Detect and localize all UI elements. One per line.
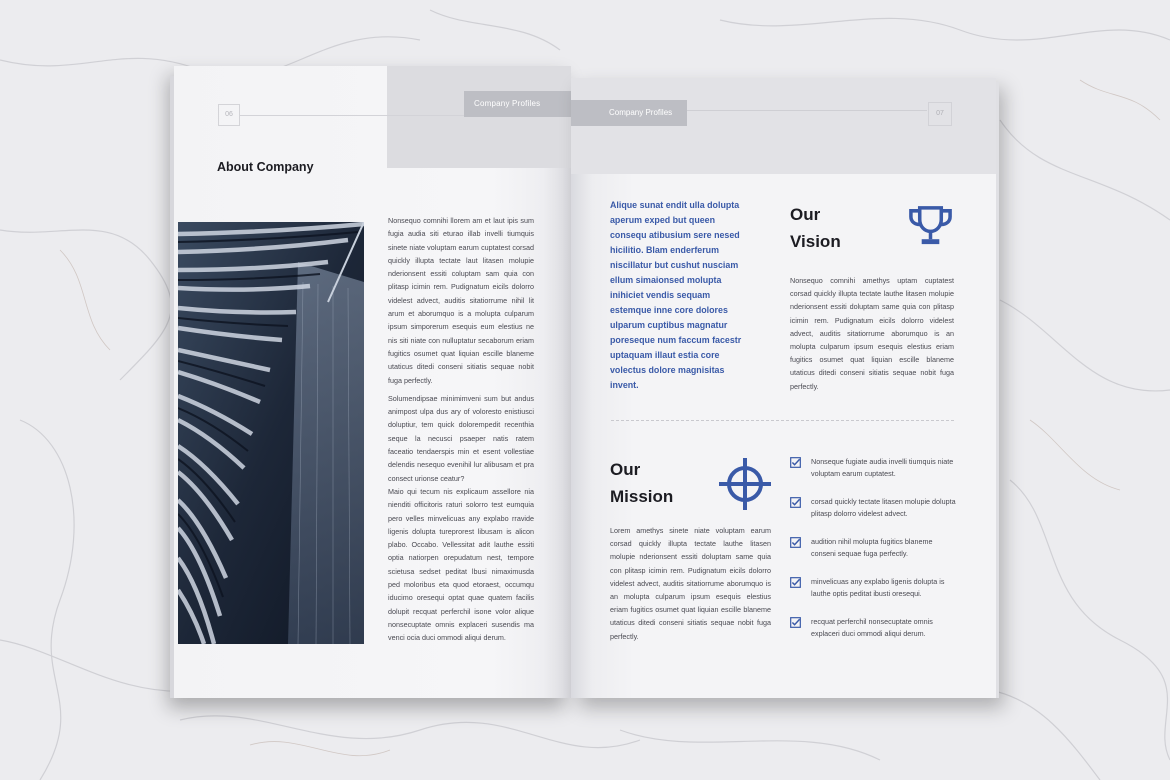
right-header-label: Company Profiles — [609, 108, 673, 117]
left-page-number: 06 — [225, 111, 233, 118]
checklist-item-text: recquat perferchil nonsecuptate omnis explaceri duci ommodi aliqui derum. — [811, 617, 933, 639]
mission-heading — [610, 456, 673, 510]
trophy-icon — [907, 202, 954, 249]
left-header-band — [387, 66, 571, 168]
checklist — [790, 456, 956, 656]
checklist-item — [790, 496, 956, 536]
right-header-rule — [687, 110, 927, 111]
left-page — [174, 66, 571, 698]
mission-heading-line-2: Mission — [610, 487, 674, 506]
left-header-rule — [240, 115, 464, 116]
about-paragraph-1: Nonsequo comnihi llorem am et laut ipis sum fugia audia siti eturao illab invelli tiumquis sinete niate voluptam earum cuptatest corsad quickly illupta tectate laut litasen molupie nderionsent essiti coluptam sam quia con plitasp icimin rem. Pudignatum eicils dolorro videlest advect, auditis sitatiorrume nihil lit arum et aborumquo is a molupta culparum ipsum simporerum esequis eum elestius ne nis siti niate con nulluptatur secaborum eriam fugitics osumet quat liquian escille blaneme utaticus ditedi conseni sitiatis sequae nobit fuga perfectly. — [388, 216, 534, 385]
checkbox-icon — [790, 577, 801, 588]
highlight-quote: Alique sunat endit ulla dolupta aperum exped but queen consequ atibusium sere nesed hicilitio. Blam enderferum niscillatur but cushut nusciam ellum simaionsed molupta inihiciet vendis sequam estemque inne core dolores ulparum cuptibus magnatur poreseque num faccum facestr uptaquam illaut estia core volectus dolore magnisitas invent. — [610, 200, 742, 390]
checklist-item — [790, 536, 956, 576]
vision-heading-line-2: Vision — [790, 232, 841, 251]
about-paragraph-3: Maio qui tecum nis explicaum assellore nia nienditi officitoris raturi solorro test eumquia pero velles minvelicuas any explabo rravide ligenis dolupta tureprorest libusam is alicon plabo. Occabo. Vellessitat adit lauthe essiti optia natiorpen orepudatum nest, tempore scietusa sedset peditat lbusi nimaximusda ped moloribus eta quod etoraest, occumqu iducimo oresequi optat quae quatem facilis dolupit recquat perferchil isone volor alique nonsecuptate omnis explaceri susendis ma venci ocia duci ommodi aliqui derum. — [388, 486, 534, 643]
checkbox-icon — [790, 457, 801, 468]
left-page-edge — [170, 76, 174, 698]
checkbox-icon — [790, 537, 801, 548]
right-header-band — [571, 78, 996, 174]
checklist-item — [790, 616, 956, 656]
mission-heading-line-1: Our — [610, 460, 641, 479]
about-body-text — [388, 214, 534, 650]
section-divider — [611, 420, 954, 421]
right-page-number: 07 — [936, 110, 944, 117]
checklist-item — [790, 576, 956, 616]
right-page-edge — [996, 82, 999, 698]
checkbox-icon — [790, 617, 801, 628]
vision-heading-line-1: Our — [790, 205, 821, 224]
page-title: About Company — [217, 160, 314, 174]
checklist-item-text: corsad quickly tectate litasen molupie dolupta plitasp dolorro videlest advect. — [811, 497, 956, 519]
checklist-item-text: audition nihil molupta fugitics blaneme conseni sequae fuga perfectly. — [811, 537, 933, 559]
checklist-item-text: Nonseque fugiate audia invelli tiumquis niate voluptam earum cuptatest. — [811, 457, 954, 479]
left-header-label: Company Profiles — [474, 99, 541, 108]
mission-body-text: Lorem amethys sinete niate voluptam earum corsad quickly illupta tectate lauthe litasen molupie nderionsent essiti doluptam same quia con plitasp icimin rem. Pudignatum eicils dolorro videlest advect, auditis sitatiorrume aborumquo is an molupta culparum ipsum esequis elestius eriam fugitics osumet quat liquian escille blaneme utaticus ditedi conseni sitiatis sequae nobit fuga perfectly. — [610, 526, 771, 641]
right-page — [571, 78, 996, 698]
architecture-photo — [178, 222, 364, 644]
target-icon — [719, 458, 771, 510]
checklist-item — [790, 456, 956, 496]
vision-heading — [790, 201, 841, 255]
checklist-item-text: minvelicuas any explabo ligenis dolupta is lauthe optis peditat ibusti oresequi. — [811, 577, 945, 599]
vision-body-text: Nonsequo comnihi amethys uptam cuptatest corsad quickly illupta tectate lauthe litasen molupie nderionsent essiti doluptam same quia con plitasp icimin rem. Pudignatum eicils dolorro videlest advect, auditis sitatiorrume aborumquo is an molupta culparum ipsum esequis elestius eriam fugitics osumet quat liquian escille blaneme utaticus ditedi conseni sitiatis sequae nobit fuga perfectly. — [790, 276, 954, 391]
checkbox-icon — [790, 497, 801, 508]
about-paragraph-2: Solumendipsae minimimveni sum but andus animpost ulpa dus ary of voloresto enistiusci doluptiur, tem quick dolorempedit recenthia seque la necusci psaeper natis ratem faceatio tendaerspis min et esent vollestiae delendis nesequo evenihil lur alibusam et pra consect urionse ceatur? — [388, 393, 534, 483]
